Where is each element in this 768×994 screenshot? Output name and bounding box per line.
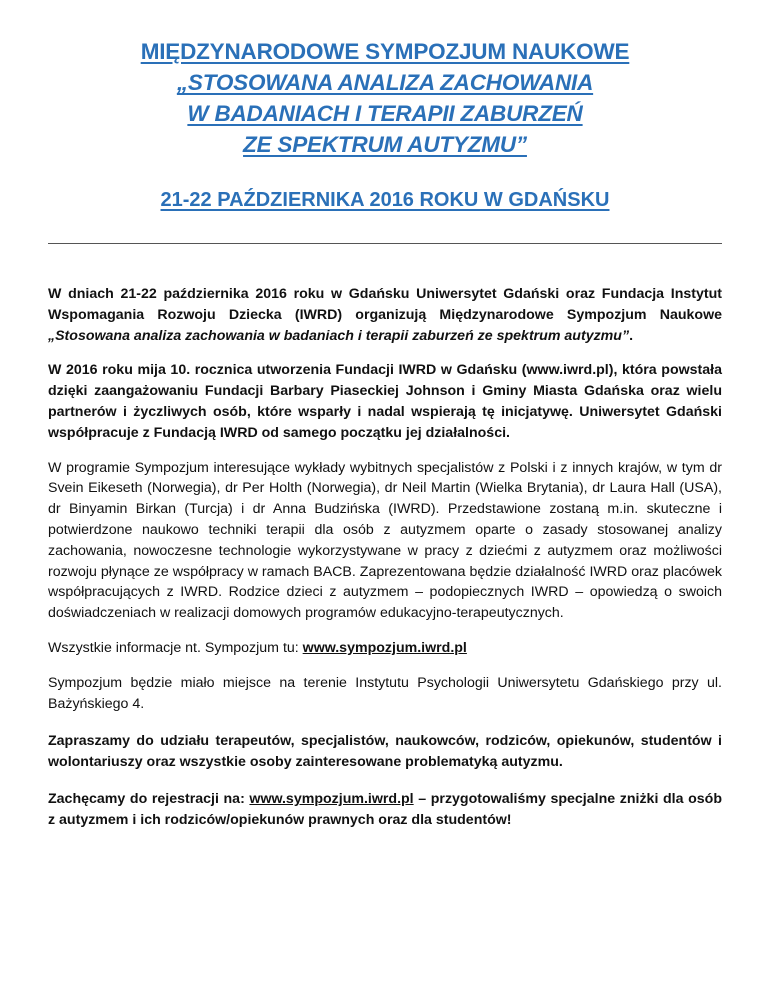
info-paragraph: Wszystkie informacje nt. Sympozjum tu: www.sympozjum.iwrd.pl xyxy=(48,639,467,656)
event-date: 21-22 PAŹDZIERNIKA 2016 ROKU W GDAŃSKU xyxy=(160,189,610,211)
anniversary-paragraph: W 2016 roku mija 10. rocznica utworzenia Fundacji IWRD w Gdańsku (www.iwrd.pl), która powstała dzięki zaangażowaniu Fundacji Barbary Piaseckiej Johnson i Gminy Miasta Gdańska oraz wielu partnerów i życzliwych osób, które wsparły i nadal wspierają tę inicjatywę. Uniwersytet Gdański współpracuje z Fundacją IWRD od samego początku jej działalności. xyxy=(48,362,722,441)
title-line-1: MIĘDZYNARODOWE SYMPOZJUM NAUKOWE xyxy=(140,39,630,64)
symposium-link[interactable]: www.sympozjum.iwrd.pl xyxy=(302,639,467,656)
document-page xyxy=(48,36,722,831)
intro-paragraph: W dniach 21-22 października 2016 roku w Gdańsku Uniwersytet Gdański oraz Fundacja Instytut Wspomagania Rozwoju Dziecka (IWRD) organizują Międzynarodowe Sympozjum Naukowe „Stosowana analiza zachowania w badaniach i terapii zaburzeń ze spektrum autyzmu”. xyxy=(48,286,722,344)
location-paragraph: Sympozjum będzie miało miejsce na terenie Instytutu Psychologii Uniwersytetu Gdańskiego przy ul. Bażyńskiego 4. xyxy=(48,674,722,712)
registration-link[interactable]: www.sympozjum.iwrd.pl xyxy=(249,790,414,807)
symposium-name-italic: „Stosowana analiza zachowania w badaniach i terapii zaburzeń ze spektrum autyzmu” xyxy=(48,327,630,344)
invitation-paragraph: Zapraszamy do udziału terapeutów, specjalistów, naukowców, rodziców, opiekunów, studentów i wolontariuszy oraz wszystkie osoby zainteresowane problematyką autyzmu. xyxy=(48,733,722,771)
symposium-title xyxy=(48,36,722,160)
horizontal-divider xyxy=(48,243,722,244)
program-paragraph: W programie Sympozjum interesujące wykłady wybitnych specjalistów z Polski i z innych krajów, w tym dr Svein Eikeseth (Norwegia), dr Per Holth (Norwegia), dr Neil Martin (Wielka Brytania), dr Laura Hall (USA), dr Binyamin Birkan (Turcja) i dr Anna Budzińska (IWRD). Przedstawione zostaną m.in. skuteczne i potwierdzone naukowo techniki terapii dla osób z autyzmem oparte o zasady stosowanej analizy zachowania, nowoczesne technologie wykorzystywane w pracy z dziećmi z autyzmem oraz możliwości rozwoju płynące ze współpracy w ramach BACB. Zaprezentowana będzie działalność IWRD oraz placówek współpracujących z IWRD. Rodzice dzieci z autyzmem – podopiecznych IWRD – opowiedzą o swoich doświadczeniach w realizacji domowych programów edukacyjno-terapeutycznych. xyxy=(48,459,722,622)
title-line-3: W BADANIACH I TERAPII ZABURZEŃ xyxy=(187,101,583,126)
registration-paragraph: Zachęcamy do rejestracji na: www.sympozjum.iwrd.pl – przygotowaliśmy specjalne zniżki dla osób z autyzmem i ich rodziców/opiekunów prawnych oraz dla studentów! xyxy=(48,790,722,828)
title-line-2: „STOSOWANA ANALIZA ZACHOWANIA xyxy=(176,70,594,95)
title-line-4: ZE SPEKTRUM AUTYZMU” xyxy=(243,132,527,157)
